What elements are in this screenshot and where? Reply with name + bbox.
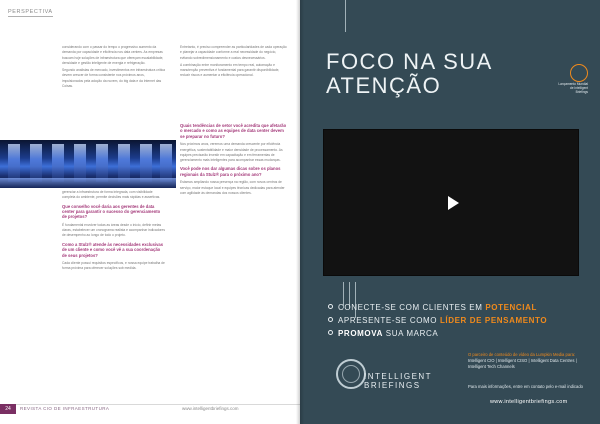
article-paragraph: A combinação entre monitoramento em tempo real, automação e manutenção preventiva é fundamental para garantir disponibilidade, reduzir riscos e aumentar a eficiência operacional. bbox=[180, 62, 280, 78]
interview-question: Você pode nos dar algumas dicas sobre os planos regionais da Stulz® para o próximo ano? bbox=[180, 166, 281, 177]
brand-name-line-1: INTELLIGENT bbox=[364, 372, 433, 381]
brand-name bbox=[364, 372, 432, 390]
brand-name-line-2: BRIEFINGS bbox=[364, 381, 421, 390]
article-column-4 bbox=[180, 120, 288, 198]
ad-bullet-2 bbox=[328, 316, 547, 326]
ad-headline-line-2: ATENÇÃO bbox=[326, 73, 442, 98]
ad-headline bbox=[326, 50, 493, 98]
bullet-highlight: LÍDER DE PENSAMENTO bbox=[439, 316, 548, 325]
ad-bullet-1 bbox=[328, 303, 537, 313]
launch-logo bbox=[558, 64, 588, 94]
decorative-line bbox=[345, 0, 346, 32]
logo-ring-icon bbox=[570, 64, 588, 82]
play-icon[interactable] bbox=[448, 196, 459, 210]
ad-url[interactable]: www.intelligentbriefings.com bbox=[490, 399, 568, 405]
ad-headline-line-1: FOCO NA SUA bbox=[326, 49, 493, 74]
interview-question: Quais tendências de setor você acredita que afetarão o mercado e como as equipes de data center devem se preparar no futuro? bbox=[180, 123, 287, 139]
article-paragraph: considerando com o passar do tempo o progressivo aumento da demanda por capacidade e eficiência nos data centers. As empresas buscam hoje soluções de infraestrutura que ofereçam escalabilidade, densidade e gestão inteligente de energia e refrigeração. bbox=[62, 45, 164, 65]
launch-logo-text: Lançamento Mundial de Intelligent Briefings bbox=[558, 82, 588, 94]
interview-question: Que conselho você daria aos gerentes de data center para garantir o sucesso do gerenciamento de projetos? bbox=[62, 203, 161, 220]
bullet-circle-icon bbox=[328, 330, 333, 335]
article-column-1 bbox=[62, 45, 166, 91]
bullet-circle-icon bbox=[328, 304, 333, 309]
bullet-highlight: PROMOVA bbox=[338, 329, 383, 338]
article-paragraph: Segundo analistas de mercado, investimentos em infraestrutura crítica devem crescer de forma consistente nos próximos anos, impulsionados pela adoção da nuvem, do big data e da Internet das Coisas. bbox=[62, 68, 165, 89]
brand-description bbox=[468, 352, 586, 370]
footer-url[interactable]: www.intelligentbriefings.com bbox=[182, 406, 239, 411]
video-player[interactable] bbox=[323, 129, 579, 276]
article-paragraph: É fundamental envolver todas as áreas desde o início, definir metas claras, estabelecer um cronograma realista e acompanhar indicadores de desempenho ao longo de todo o projeto. bbox=[62, 222, 165, 238]
brand-list: Intelligent CIO | Intelligent CISO | Intelligent Data Centres | Intelligent Tech Channels bbox=[468, 358, 577, 369]
bullet-text: CONECTE-SE COM CLIENTES EM bbox=[338, 303, 483, 312]
bullet-circle-icon bbox=[328, 317, 333, 322]
article-column-2 bbox=[180, 45, 288, 81]
bullet-highlight: POTENCIAL bbox=[485, 303, 537, 312]
article-paragraph: gerenciar a infraestrutura de forma integrada, com visibilidade completa do ambiente, permite decisões mais rápidas e assertivas. bbox=[62, 190, 161, 200]
section-tag: PERSPECTIVA bbox=[8, 9, 53, 15]
contact-text: Para mais informações, entre em contato pelo e-mail indicado bbox=[468, 384, 583, 389]
brand-intro: O parceiro de conteúdo de vídeo da Lumpkin Media para: bbox=[468, 352, 576, 357]
advert-page bbox=[300, 0, 600, 424]
article-paragraph: Cada cliente possui requisitos específicos, e nossa equipe trabalha de forma próxima para oferecer soluções sob medida. bbox=[62, 260, 165, 271]
bullet-text: APRESENTE-SE COMO bbox=[338, 316, 438, 325]
article-paragraph: Entretanto, é preciso compreender as particularidades de cada operação e planejar a capacidade conforme a real necessidade do negócio, evitando sobredimensionamento e custos desnecessários. bbox=[180, 45, 287, 60]
article-paragraph: Estamos ampliando nossa presença na região, com novos centros de serviço, maior estoque local e equipes técnicas dedicadas para atender com agilidade às demandas dos nossos clientes. bbox=[180, 180, 285, 195]
page-number: 24 bbox=[0, 404, 16, 414]
bullet-text: SUA MARCA bbox=[385, 329, 439, 338]
article-paragraph: Nos próximos anos, veremos uma demanda crescente por eficiência energética, sustentabilidade e maior densidade de processamento. As equipes precisarão investir em capacitação e em ferramentas de gerenciamento mais inteligentes para acompanhar essas mudanças. bbox=[180, 142, 283, 163]
magazine-name: REVISTA CIO DE INFRAESTRUTURA bbox=[20, 406, 110, 411]
ad-bullet-3 bbox=[328, 329, 438, 339]
data-center-photo bbox=[0, 140, 176, 188]
interview-question: Como a Stulz® atende às necessidades exclusivas de um cliente e como você vê a sua coordenação de seus projetos? bbox=[62, 241, 164, 258]
page-fold bbox=[296, 0, 304, 424]
article-column-3 bbox=[62, 190, 166, 274]
